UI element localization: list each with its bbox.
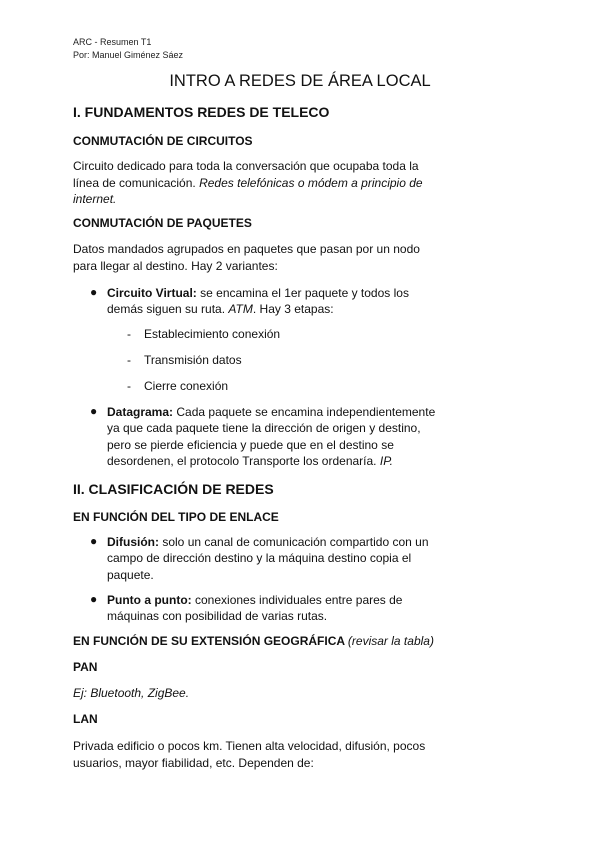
packet-switching-text: Datos mandados agrupados en paquetes que pasan por un nodo para llegar al destino. Hay 2 variantes: xyxy=(73,242,420,273)
bullet-icon: ● xyxy=(90,534,98,548)
point-to-point-item: Punto a punto: conexiones individuales entre pares de máquinas con posibilidad de varias rutas. xyxy=(107,593,403,624)
pan-heading: PAN xyxy=(73,660,98,674)
geographic-extent-heading: EN FUNCIÓN DE SU EXTENSIÓN GEOGRÁFICA (revisar la tabla) xyxy=(73,634,434,648)
packet-switching-heading: CONMUTACIÓN DE PAQUETES xyxy=(73,216,252,230)
dash-icon: - xyxy=(127,327,131,341)
page-title: INTRO A REDES DE ÁREA LOCAL xyxy=(169,72,431,90)
circuit-switching-heading: CONMUTACIÓN DE CIRCUITOS xyxy=(73,134,253,148)
link-type-heading: EN FUNCIÓN DEL TIPO DE ENLACE xyxy=(73,510,279,524)
stage-item: Cierre conexión xyxy=(144,379,229,393)
doc-header-line-1: ARC - Resumen T1 xyxy=(73,37,152,47)
bullet-icon: ● xyxy=(90,592,98,606)
broadcast-item: Difusión: solo un canal de comunicación compartido con un campo de dirección destino y la máquina destino copia el paquete. xyxy=(107,535,429,582)
bullet-icon: ● xyxy=(90,404,98,418)
datagram-item: Datagrama: Cada paquete se encamina independientemente ya que cada paquete tiene la dirección de origen y destino, pero se pierde eficiencia y puede que en el destino se desordenen, el protocolo Transporte los ordenaría. IP. xyxy=(107,405,436,468)
stage-item: Establecimiento conexión xyxy=(144,327,281,341)
lan-text: Privada edificio o pocos km. Tienen alta velocidad, difusión, pocos usuarios, mayor fiabilidad, etc. Dependen de: xyxy=(73,739,426,770)
section-2-heading: II. CLASIFICACIÓN DE REDES xyxy=(73,481,274,497)
section-1-heading: I. FUNDAMENTOS REDES DE TELECO xyxy=(73,104,330,120)
bullet-icon: ● xyxy=(90,285,98,299)
virtual-circuit-item: Circuito Virtual: se encamina el 1er paquete y todos los demás siguen su ruta. ATM. Hay 3 etapas: xyxy=(107,286,409,317)
stage-item: Transmisión datos xyxy=(144,353,242,367)
circuit-switching-text: Circuito dedicado para toda la conversación que ocupaba toda la línea de comunicación. Redes telefónicas o módem a principio de internet. xyxy=(73,159,423,206)
lan-heading: LAN xyxy=(73,712,98,726)
dash-icon: - xyxy=(127,379,131,393)
dash-icon: - xyxy=(127,353,131,367)
pan-text: Ej: Bluetooth, ZigBee. xyxy=(73,686,190,700)
doc-header-line-2: Por: Manuel Giménez Sáez xyxy=(73,50,184,60)
